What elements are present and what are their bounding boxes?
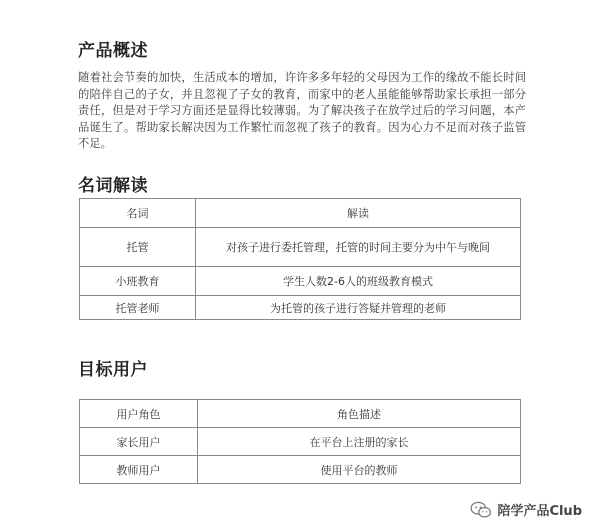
- table-row: [80, 228, 521, 267]
- table-cell: 家长用户: [80, 428, 198, 456]
- section-heading-overview: 产品概述: [78, 41, 148, 61]
- users-table: [79, 399, 521, 484]
- table-cell: 在平台上注册的家长: [198, 428, 521, 456]
- table-cell: 使用平台的教师: [198, 456, 521, 484]
- section-heading-users: 目标用户: [78, 360, 148, 380]
- table-cell: 教师用户: [80, 456, 198, 484]
- watermark-text: 陪学产品Club: [497, 504, 582, 519]
- section-heading-glossary: 名词解读: [78, 176, 148, 196]
- wechat-icon: [470, 501, 492, 519]
- watermark: [470, 500, 582, 519]
- table-row: [80, 456, 521, 484]
- table-header-row: [80, 199, 521, 228]
- table-header-cell: 解读: [196, 199, 521, 228]
- table-header-cell: 用户角色: [80, 400, 198, 428]
- overview-paragraph: 随着社会节奏的加快，生活成本的增加，许许多多年轻的父母因为工作的缘故不能长时间的陪伴自己的子女，并且忽视了子女的教育，而家中的老人虽能能够帮助家长承担一部分责任，但是对于学习方面还是显得比较薄弱。为了解决孩子在放学过后的学习问题，本产品诞生了。帮助家长解决因为工作繁忙而忽视了孩子的教育。因为心力不足而对孩子监管不足。: [78, 71, 526, 151]
- table-row: [80, 428, 521, 456]
- table-row: [80, 267, 521, 296]
- table-cell: 小班教育: [80, 267, 196, 296]
- table-cell: 学生人数2-6人的班级教育模式: [196, 267, 521, 296]
- table-row: [80, 296, 521, 320]
- table-cell: 对孩子进行委托管理，托管的时间主要分为中午与晚间: [196, 228, 521, 267]
- table-header-row: [80, 400, 521, 428]
- glossary-table: [79, 198, 521, 320]
- table-header-cell: 角色描述: [198, 400, 521, 428]
- table-cell: 为托管的孩子进行答疑并管理的老师: [196, 296, 521, 320]
- table-header-cell: 名词: [80, 199, 196, 228]
- table-cell: 托管老师: [80, 296, 196, 320]
- table-cell: 托管: [80, 228, 196, 267]
